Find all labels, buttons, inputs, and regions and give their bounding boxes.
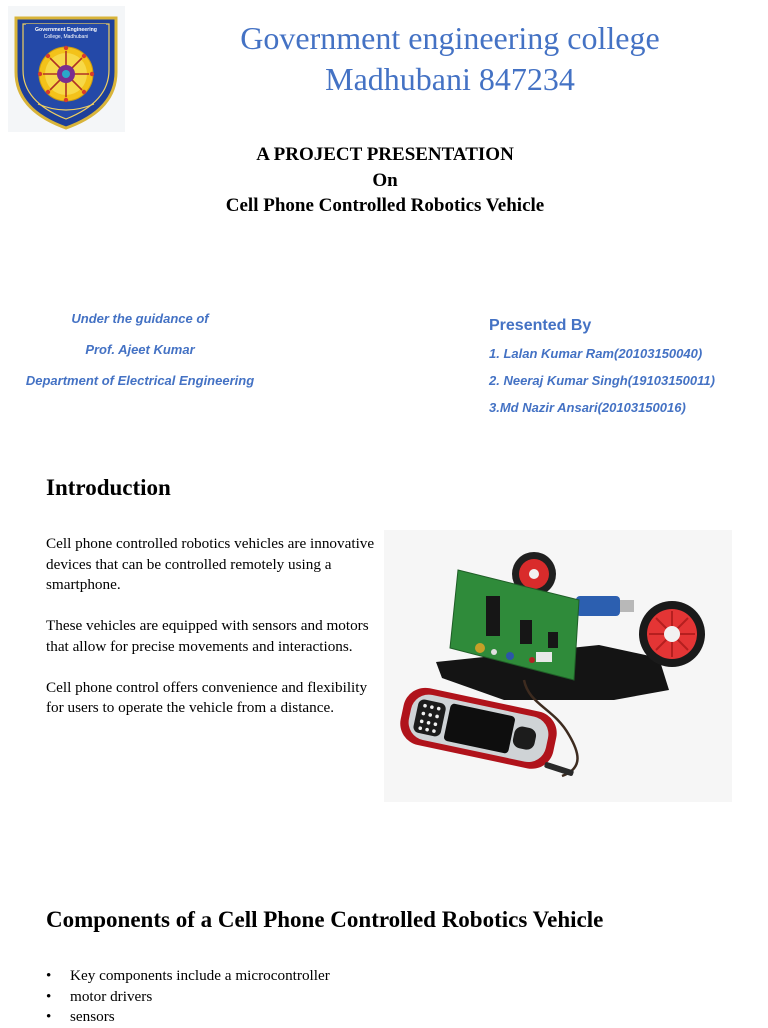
introduction-heading: Introduction (46, 475, 171, 500)
college-name (200, 18, 700, 100)
presented-by-block (489, 314, 715, 423)
logo-text-line1: Government Engineering (35, 27, 97, 33)
college-name-line2: Madhubani 847234 (325, 61, 575, 97)
list-item: • sensors (46, 1007, 330, 1028)
intro-paragraph: These vehicles are equipped with sensors and motors that allow for precise movements and interactions. (46, 617, 369, 655)
guide-department: Department of Electrical Engineering (25, 373, 255, 388)
components-list (46, 966, 330, 1028)
college-logo (8, 6, 125, 132)
project-on-text: On (372, 169, 398, 191)
guidance-block (10, 307, 270, 400)
project-title-block (150, 142, 620, 219)
project-presentation-heading: A PROJECT PRESENTATION (256, 144, 514, 165)
member-item: 2. Neeraj Kumar Singh(19103150011) (489, 373, 715, 388)
guide-name: Prof. Ajeet Kumar (85, 342, 195, 357)
presented-by-heading: Presented By (489, 317, 592, 334)
list-item: • motor drivers (46, 987, 330, 1008)
logo-text-line2: College, Madhubani (43, 34, 89, 40)
member-item: 1. Lalan Kumar Ram(20103150040) (489, 346, 703, 361)
guidance-label: Under the guidance of (71, 311, 209, 326)
member-item: 3.Md Nazir Ansari(20103150016) (489, 400, 686, 415)
intro-paragraph: Cell phone control offers convenience and flexibility for users to operate the vehicle from a distance. (46, 678, 368, 716)
college-name-line1: Government engineering college (240, 20, 660, 56)
robot-vehicle-image (384, 530, 732, 802)
project-title: Cell Phone Controlled Robotics Vehicle (225, 195, 545, 216)
components-heading: Components of a Cell Phone Controlled Robotics Vehicle (46, 907, 604, 932)
intro-paragraph: Cell phone controlled robotics vehicles are innovative devices that can be controlled remotely using a smartphone. (46, 535, 375, 593)
list-item: • Key components include a microcontroller (46, 966, 330, 987)
introduction-text (46, 534, 386, 739)
